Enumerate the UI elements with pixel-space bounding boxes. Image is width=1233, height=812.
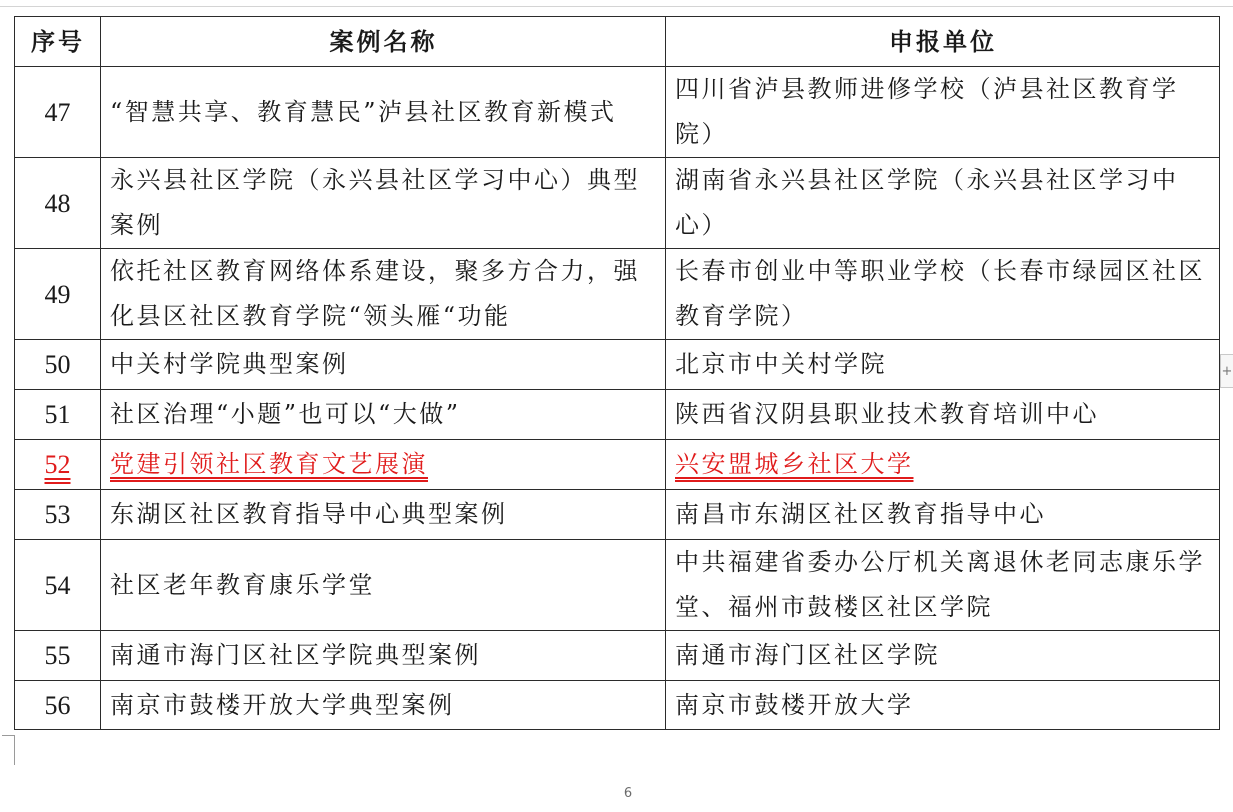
case-name: 依托社区教育网络体系建设，聚多方合力，强化县区社区教育学院“领头雁“功能 (101, 249, 666, 340)
reporting-unit: 四川省泸县教师进修学校（泸县社区教育学院） (666, 67, 1220, 158)
crop-mark (2, 735, 14, 736)
row-number: 53 (15, 490, 101, 540)
row-number: 49 (15, 249, 101, 340)
header-unit: 申报单位 (666, 17, 1220, 67)
case-name: 社区治理“小题”也可以“大做” (101, 390, 666, 440)
row-number (15, 440, 101, 490)
reporting-unit (666, 440, 1220, 490)
table-add-column-handle[interactable]: + (1220, 354, 1233, 388)
case-name: 中关村学院典型案例 (101, 340, 666, 390)
case-list-table (14, 16, 1220, 730)
header-no: 序号 (15, 17, 101, 67)
header-case-name: 案例名称 (101, 17, 666, 67)
case-name: 东湖区社区教育指导中心典型案例 (101, 490, 666, 540)
case-name: 永兴县社区学院（永兴县社区学习中心）典型案例 (101, 158, 666, 249)
row-number: 56 (15, 681, 101, 730)
crop-mark (14, 735, 15, 765)
table-row (15, 249, 1220, 340)
row-number-text: 52 (44, 450, 71, 479)
reporting-unit: 中共福建省委办公厅机关离退休老同志康乐学堂、福州市鼓楼区社区学院 (666, 540, 1220, 631)
row-number: 50 (15, 340, 101, 390)
table-row-highlighted (15, 440, 1220, 490)
reporting-unit: 陕西省汉阴县职业技术教育培训中心 (666, 390, 1220, 440)
table-row (15, 540, 1220, 631)
case-name-text: 党建引领社区教育文艺展演 (110, 450, 428, 478)
reporting-unit: 南京市鼓楼开放大学 (666, 681, 1220, 730)
table-row (15, 158, 1220, 249)
table-row (15, 390, 1220, 440)
table-header-row (15, 17, 1220, 67)
table-row (15, 681, 1220, 730)
table-row (15, 490, 1220, 540)
row-number: 55 (15, 631, 101, 681)
table-row (15, 67, 1220, 158)
row-number: 48 (15, 158, 101, 249)
case-name: 社区老年教育康乐学堂 (101, 540, 666, 631)
case-name: 南京市鼓楼开放大学典型案例 (101, 681, 666, 730)
case-name: 南通市海门区社区学院典型案例 (101, 631, 666, 681)
row-number: 51 (15, 390, 101, 440)
reporting-unit: 湖南省永兴县社区学院（永兴县社区学习中心） (666, 158, 1220, 249)
row-number: 54 (15, 540, 101, 631)
reporting-unit-text: 兴安盟城乡社区大学 (675, 450, 914, 478)
case-name: “智慧共享、教育慧民”泸县社区教育新模式 (101, 67, 666, 158)
reporting-unit: 北京市中关村学院 (666, 340, 1220, 390)
page-number: 6 (623, 786, 633, 801)
table-row (15, 340, 1220, 390)
reporting-unit: 长春市创业中等职业学校（长春市绿园区社区教育学院） (666, 249, 1220, 340)
case-name (101, 440, 666, 490)
page-top-border (0, 6, 1233, 7)
row-number: 47 (15, 67, 101, 158)
reporting-unit: 南通市海门区社区学院 (666, 631, 1220, 681)
table-row (15, 631, 1220, 681)
reporting-unit: 南昌市东湖区社区教育指导中心 (666, 490, 1220, 540)
